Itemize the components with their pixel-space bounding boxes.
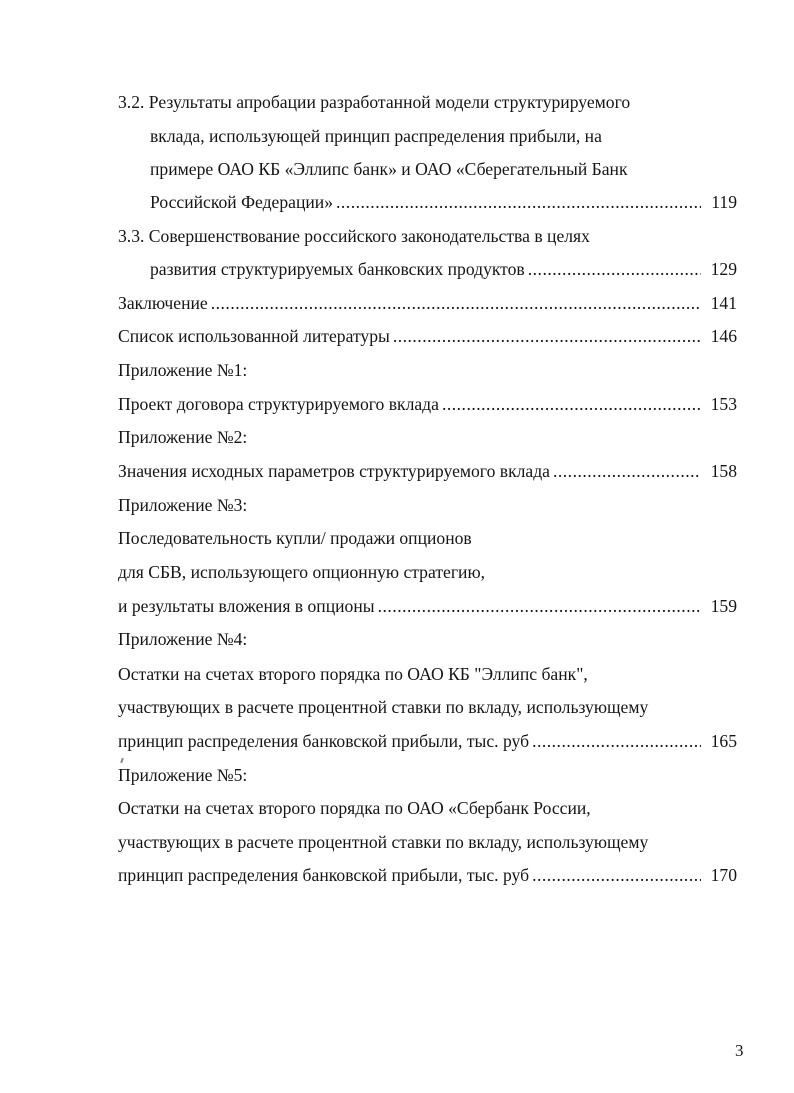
dot-leader xyxy=(442,392,701,416)
toc-app1-entry xyxy=(118,392,737,416)
toc-3-2-page: 119 xyxy=(711,192,737,212)
toc-3-3-entry xyxy=(150,257,737,281)
toc-3-2-line-1: 3.2. Результаты апробации разработанной модели структурируемого xyxy=(118,92,631,112)
toc-bibliography-page: 146 xyxy=(710,326,737,346)
toc-app4-line-1: Остатки на счетах второго порядка по ОАО КБ "Эллипс банк", xyxy=(118,664,588,684)
toc-app5-line-3: принцип распределения банковской прибыли, тыс. руб xyxy=(118,865,530,885)
toc-app5-heading: Приложение №5: xyxy=(118,765,248,785)
toc-app2-page: 158 xyxy=(710,461,737,481)
toc-3-2-line-3: примере ОАО КБ «Эллипс банк» и ОАО «Сберегательный Банк xyxy=(150,159,628,179)
toc-3-3-page: 129 xyxy=(710,259,737,279)
dot-leader xyxy=(532,729,701,753)
dot-leader xyxy=(336,190,701,214)
dot-leader xyxy=(528,257,701,281)
toc-app5-page: 170 xyxy=(710,865,737,885)
toc-app5-entry xyxy=(118,863,737,887)
toc-app4-heading: Приложение №4: xyxy=(118,629,248,649)
toc-app3-heading: Приложение №3: xyxy=(118,495,248,515)
toc-app2-heading: Приложение №2: xyxy=(118,427,248,447)
toc-app3-page: 159 xyxy=(710,596,737,616)
toc-bibliography-entry xyxy=(118,324,737,348)
dot-leader xyxy=(553,459,701,483)
dot-leader xyxy=(378,594,701,618)
toc-conclusion-text: Заключение xyxy=(118,293,208,313)
page-number: 3 xyxy=(735,1041,744,1060)
toc-app1-line-1: Проект договора структурируемого вклада xyxy=(118,394,439,414)
toc-app4-entry xyxy=(118,729,737,753)
toc-conclusion-entry xyxy=(118,291,737,315)
toc-app1-heading: Приложение №1: xyxy=(118,360,248,380)
toc-app4-page: 165 xyxy=(710,731,737,751)
dot-leader xyxy=(393,324,701,348)
toc-app3-entry xyxy=(118,594,737,618)
toc-3-3-line-2: развития структурируемых банковских продуктов xyxy=(150,259,525,279)
toc-app3-line-1: Последовательность купли/ продажи опционов xyxy=(118,528,472,548)
toc-app5-line-1: Остатки на счетах второго порядка по ОАО «Сбербанк России, xyxy=(118,798,591,818)
dot-leader xyxy=(532,863,701,887)
toc-app4-line-2: участвующих в расчете процентной ставки по вкладу, использующему xyxy=(118,697,649,717)
toc-3-3-line-1: 3.3. Совершенствование российского законодательства в целях xyxy=(118,226,590,246)
toc-app2-line-1: Значения исходных параметров структурируемого вклада xyxy=(118,461,550,481)
toc-3-2-line-2: вклада, использующей принцип распределения прибыли, на xyxy=(150,126,602,146)
toc-app3-line-3: и результаты вложения в опционы xyxy=(118,596,375,616)
toc-app3-line-2: для СБВ, использующего опционную стратегию, xyxy=(118,562,485,582)
toc-conclusion-page: 141 xyxy=(710,293,737,313)
toc-3-2-line-4: Российской Федерации» xyxy=(150,192,333,212)
toc-app1-page: 153 xyxy=(710,394,737,414)
toc-bibliography-text: Список использованной литературы xyxy=(118,326,390,346)
toc-app2-entry xyxy=(118,459,737,483)
toc-app4-line-3: принцип распределения банковской прибыли, тыс. руб xyxy=(118,731,530,751)
toc-app5-line-2: участвующих в расчете процентной ставки по вкладу, использующему xyxy=(118,832,649,852)
dot-leader xyxy=(211,291,701,315)
toc-3-2-entry xyxy=(150,190,737,214)
